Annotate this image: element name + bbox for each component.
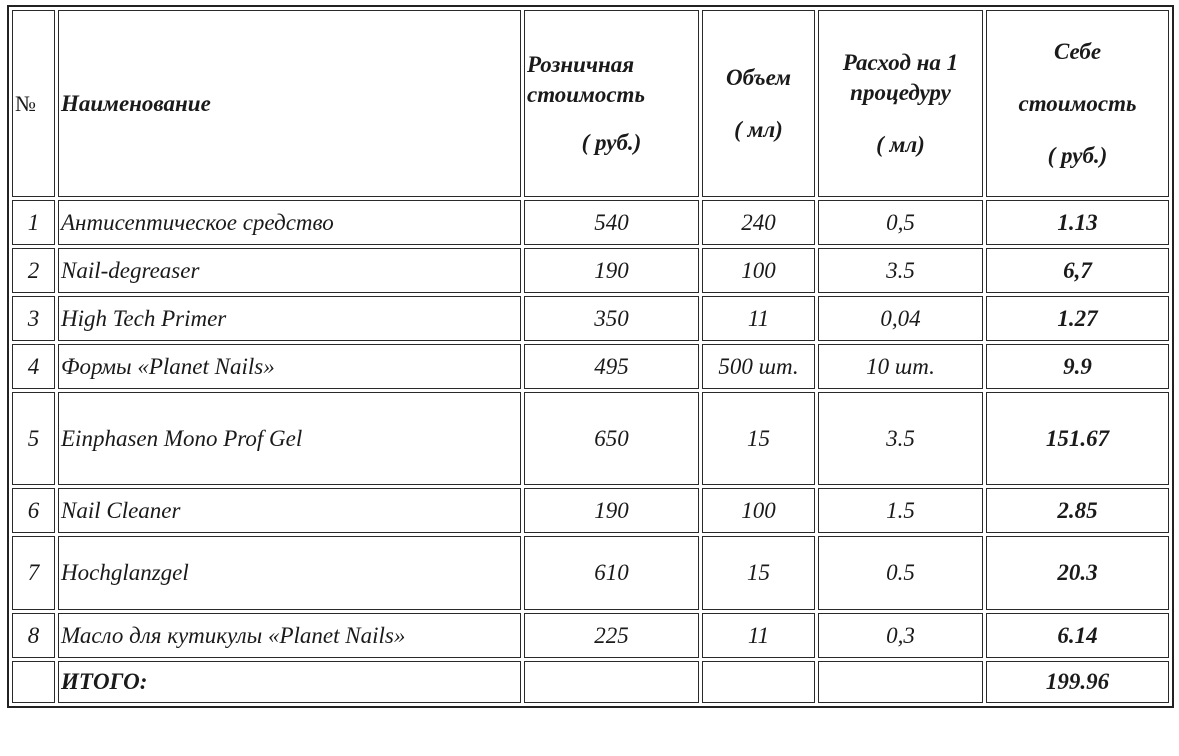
table-row <box>12 613 1169 658</box>
row-volume: 15 <box>702 392 815 485</box>
total-volume-cell <box>702 661 815 703</box>
header-retail-line1: Розничная <box>527 51 635 77</box>
row-retail: 190 <box>524 248 699 293</box>
header-cost-unit: ( руб.) <box>1047 142 1108 168</box>
row-name: Антисептическое средство <box>58 200 521 245</box>
header-num: № <box>12 10 55 197</box>
row-num: 8 <box>12 613 55 658</box>
row-cost: 6.14 <box>986 613 1169 658</box>
row-cost: 2.85 <box>986 488 1169 533</box>
table-row <box>12 536 1169 610</box>
header-cost <box>986 10 1169 197</box>
row-volume: 100 <box>702 248 815 293</box>
header-cost-line1: Себе <box>1053 38 1102 64</box>
header-volume <box>702 10 815 197</box>
row-volume: 11 <box>702 613 815 658</box>
header-retail-unit: ( руб.) <box>581 129 642 155</box>
row-name: Hochglanzgel <box>58 536 521 610</box>
row-usage: 0.5 <box>818 536 983 610</box>
table-row <box>12 200 1169 245</box>
row-volume: 15 <box>702 536 815 610</box>
row-cost: 1.27 <box>986 296 1169 341</box>
row-cost: 151.67 <box>986 392 1169 485</box>
row-name: Nail-degreaser <box>58 248 521 293</box>
header-volume-unit: ( мл) <box>734 116 783 142</box>
table-row <box>12 248 1169 293</box>
row-usage: 10 шт. <box>818 344 983 389</box>
total-usage-cell <box>818 661 983 703</box>
row-num: 5 <box>12 392 55 485</box>
header-usage-unit: ( мл) <box>876 131 925 157</box>
row-retail: 350 <box>524 296 699 341</box>
header-retail <box>524 10 699 197</box>
table-row <box>12 296 1169 341</box>
total-cost: 199.96 <box>986 661 1169 703</box>
row-cost: 1.13 <box>986 200 1169 245</box>
row-usage: 0,5 <box>818 200 983 245</box>
cost-table <box>7 5 1174 708</box>
row-usage: 0,3 <box>818 613 983 658</box>
row-usage: 0,04 <box>818 296 983 341</box>
table-row <box>12 488 1169 533</box>
row-retail: 190 <box>524 488 699 533</box>
row-name: Einphasen Mono Prof Gel <box>58 392 521 485</box>
row-num: 2 <box>12 248 55 293</box>
row-retail: 225 <box>524 613 699 658</box>
table-row <box>12 392 1169 485</box>
row-cost: 9.9 <box>986 344 1169 389</box>
row-num: 6 <box>12 488 55 533</box>
header-volume-line1: Объем <box>725 64 792 90</box>
row-usage: 3.5 <box>818 248 983 293</box>
table-row <box>12 344 1169 389</box>
header-name: Наименование <box>58 10 521 197</box>
row-cost: 6,7 <box>986 248 1169 293</box>
header-cost-line2: стоимость <box>1018 90 1137 116</box>
row-usage: 1.5 <box>818 488 983 533</box>
row-usage: 3.5 <box>818 392 983 485</box>
header-usage <box>818 10 983 197</box>
header-usage-line1: Расход на 1 <box>842 49 959 75</box>
row-num: 4 <box>12 344 55 389</box>
row-retail: 610 <box>524 536 699 610</box>
row-name: Nail Cleaner <box>58 488 521 533</box>
row-name: Формы «Planet Nails» <box>58 344 521 389</box>
row-num: 7 <box>12 536 55 610</box>
header-row <box>12 10 1169 197</box>
row-retail: 650 <box>524 392 699 485</box>
row-retail: 540 <box>524 200 699 245</box>
row-volume: 240 <box>702 200 815 245</box>
row-name: Масло для кутикулы «Planet Nails» <box>58 613 521 658</box>
row-cost: 20.3 <box>986 536 1169 610</box>
row-name: High Tech Primer <box>58 296 521 341</box>
total-label: ИТОГО: <box>58 661 521 703</box>
header-retail-line2: стоимость <box>527 81 645 107</box>
row-retail: 495 <box>524 344 699 389</box>
row-volume: 11 <box>702 296 815 341</box>
total-retail-cell <box>524 661 699 703</box>
row-num: 3 <box>12 296 55 341</box>
row-num: 1 <box>12 200 55 245</box>
total-row <box>12 661 1169 703</box>
row-volume: 100 <box>702 488 815 533</box>
header-usage-line2: процедуру <box>850 79 951 105</box>
row-volume: 500 шт. <box>702 344 815 389</box>
total-num-cell <box>12 661 55 703</box>
